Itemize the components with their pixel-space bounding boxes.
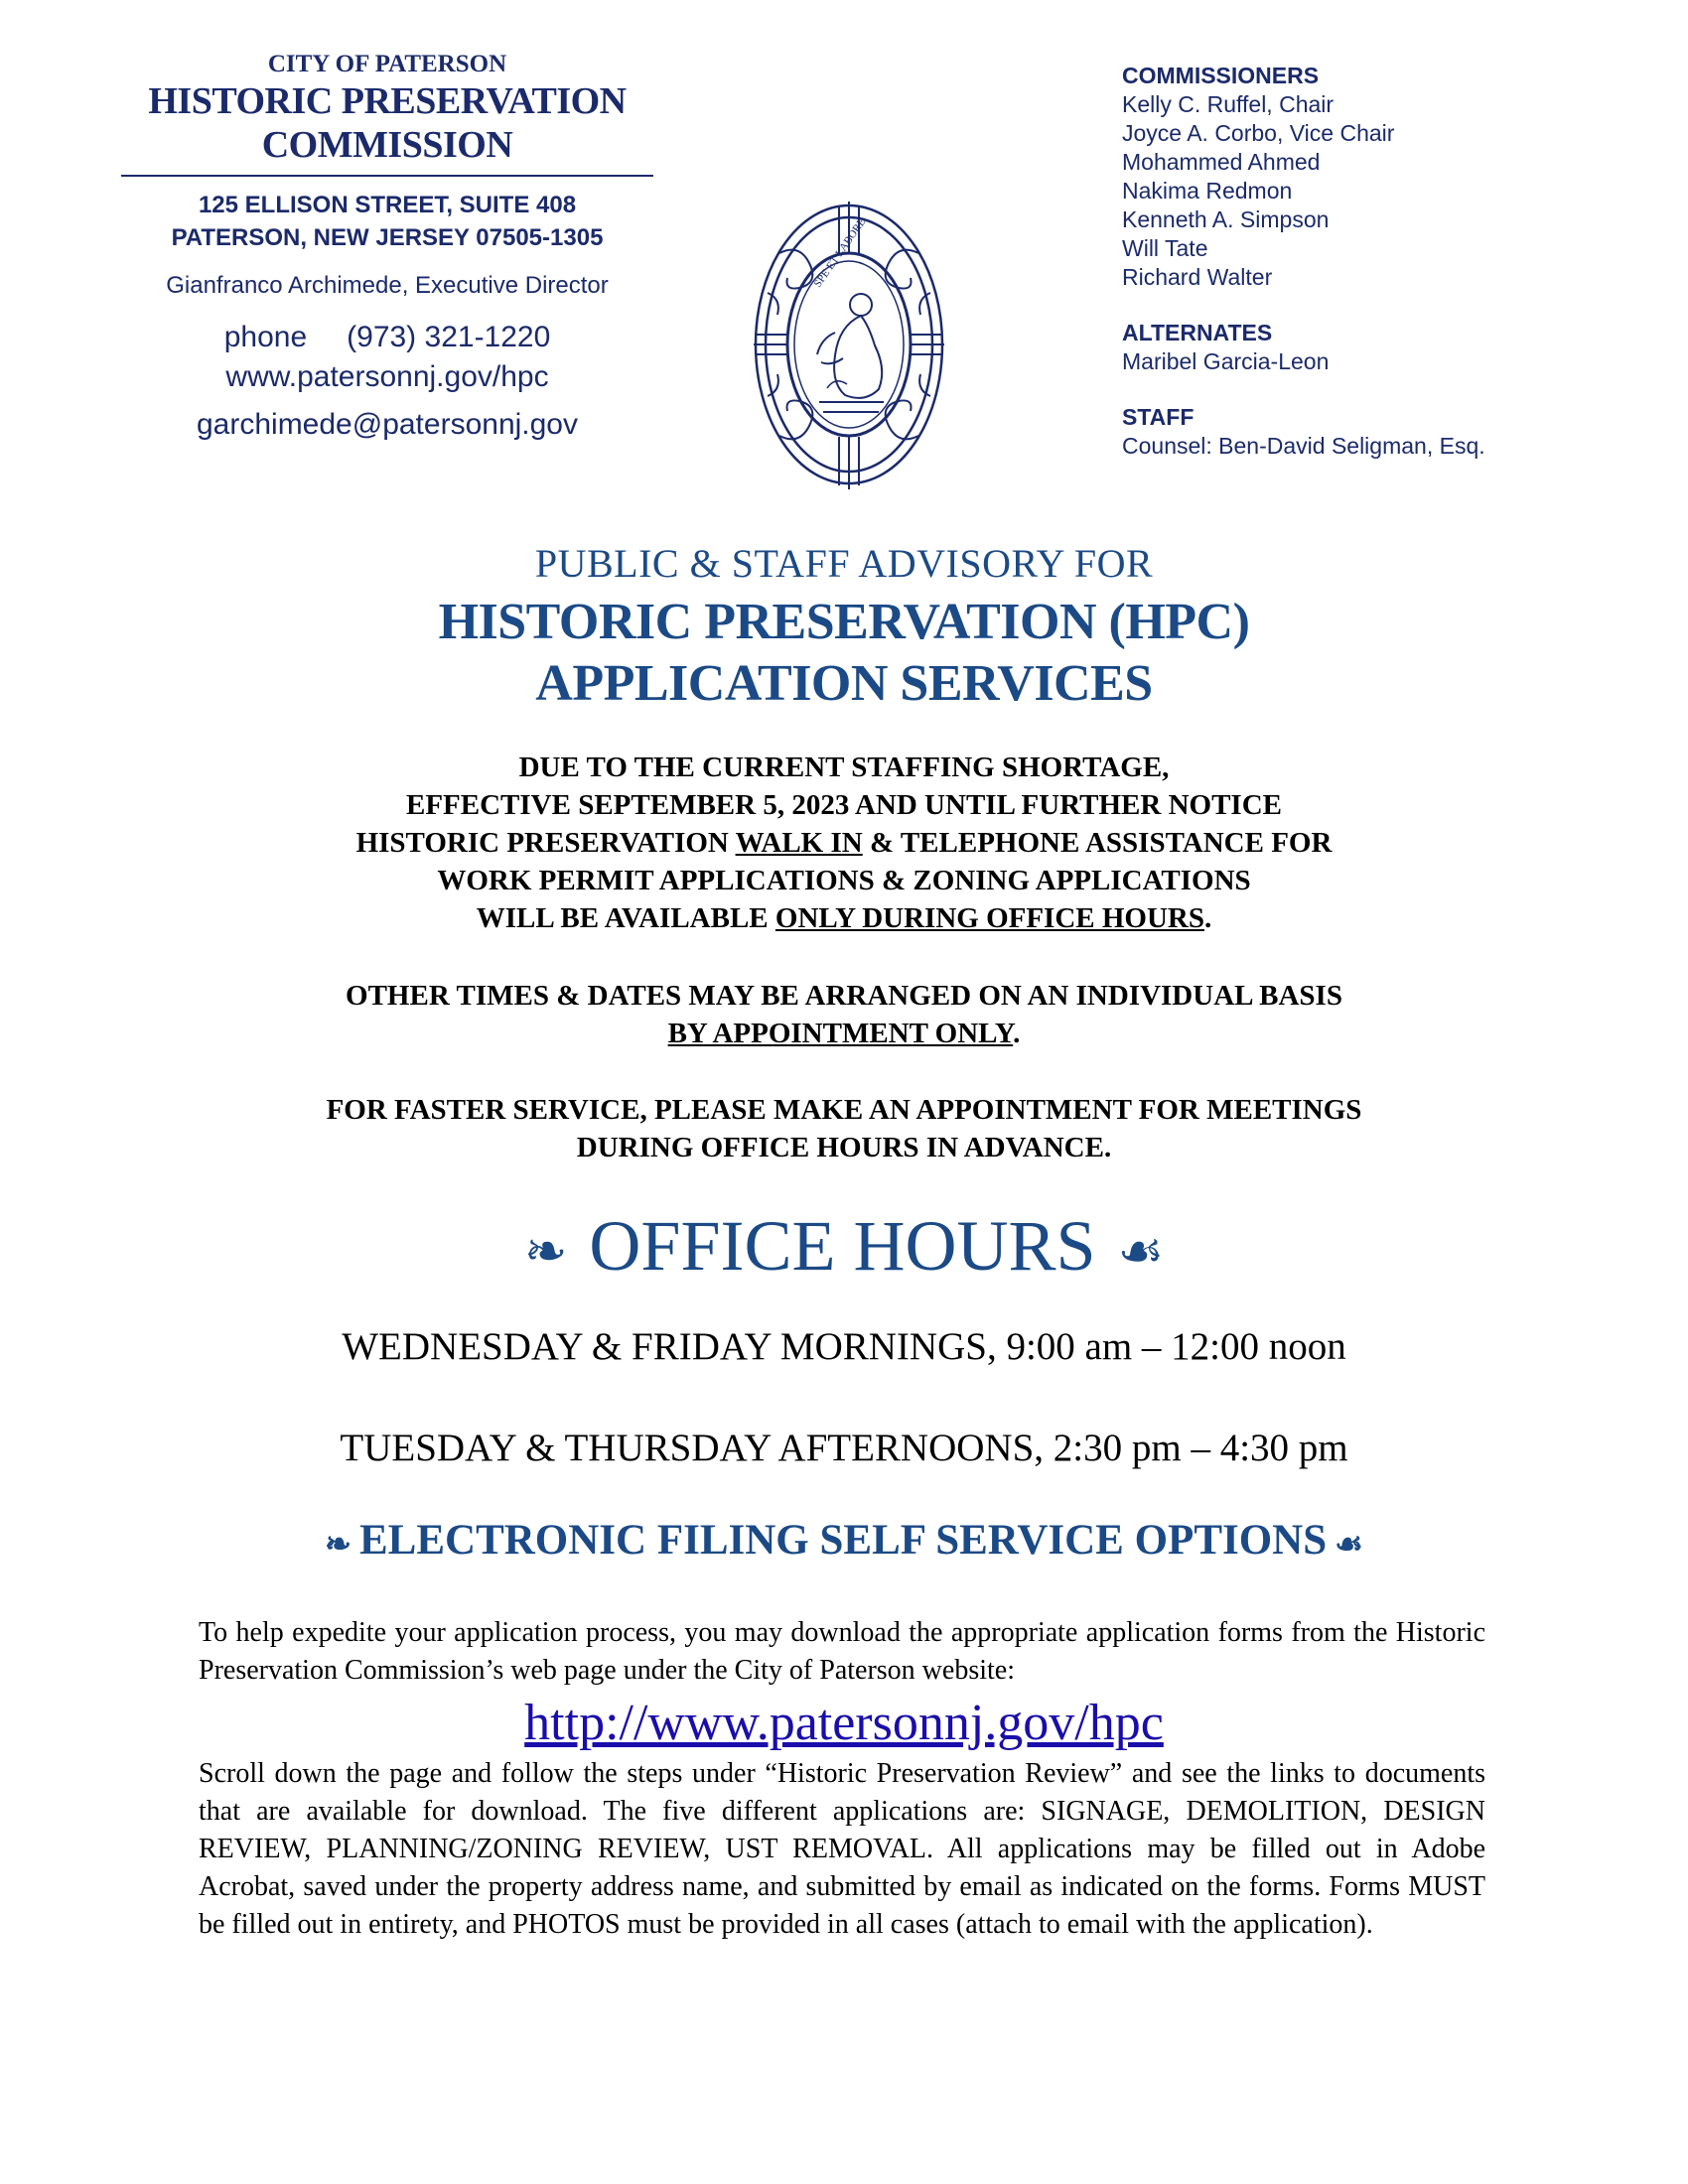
list-item: Joyce A. Corbo, Vice Chair [1122,120,1395,146]
hpc-link-anchor[interactable]: http://www.patersonnj.gov/hpc [524,1695,1164,1751]
notice-appointment [0,977,1688,1052]
city-name: CITY OF PATERSON [267,51,507,77]
title-line3: APPLICATION SERVICES [535,655,1153,712]
commissioners-heading: COMMISSIONERS [1122,63,1320,88]
staff-heading: STAFF [1122,404,1195,430]
hours-row-afternoon: TUESDAY & THURSDAY AFTERNOONS, 2:30 pm – 4:30 pm [340,1427,1348,1469]
notice-line: DUE TO THE CURRENT STAFFING SHORTAGE, [518,751,1170,783]
commission-name-line2: COMMISSION [261,124,513,166]
notice-line: DURING OFFICE HOURS IN ADVANCE. [576,1132,1112,1163]
list-item: Counsel: Ben-David Seligman, Esq. [1122,433,1485,459]
address-line1: 125 ELLISON STREET, SUITE 408 [198,192,577,218]
notice-line: WORK PERMIT APPLICATIONS & ZONING APPLICATIONS [437,865,1251,896]
notice-staffing [0,749,1688,937]
phone-row [119,318,655,357]
hours-row-morning: WEDNESDAY & FRIDAY MORNINGS, 9:00 am – 12:00 noon [342,1325,1346,1368]
fleuron-left-icon: ❧ [523,1224,568,1282]
list-item: Maribel Garcia-Leon [1122,348,1330,374]
seal-motto: SPE ET LABORE [811,215,869,290]
header-rule [121,175,653,177]
phone-number: (973) 321-1220 [347,321,551,353]
efiling-heading: ❧ ELECTRONIC FILING SELF SERVICE OPTIONS ☙ [325,1517,1363,1564]
list-item: Mohammed Ahmed [1122,149,1321,175]
notice-line: EFFECTIVE SEPTEMBER 5, 2023 AND UNTIL FURTHER NOTICE [405,789,1282,821]
list-item: Richard Walter [1122,264,1273,290]
efiling-intro: To help expedite your application process, you may download the appropriate application forms from the Historic Preservation Commission’s web page under the City of Paterson website: [199,1617,1485,1686]
phone-label: phone [223,321,308,353]
office-hours-heading: ❧ OFFICE HOURS ☙ [523,1206,1165,1286]
letterhead-right [1122,62,1638,461]
website[interactable]: www.patersonnj.gov/hpc [225,360,549,393]
fleuron-right-icon: ☙ [1335,1526,1363,1563]
list-item: Kenneth A. Simpson [1122,206,1330,232]
city-seal-icon [750,194,948,496]
address-line2: PATERSON, NEW JERSEY 07505-1305 [171,224,604,251]
notice-line: OTHER TIMES & DATES MAY BE ARRANGED ON AN INDIVIDUAL BASIS [346,980,1342,1012]
fleuron-left-icon: ❧ [325,1526,352,1563]
notice-faster-service [0,1091,1688,1166]
letterhead-left [119,50,655,445]
advisory-title [0,536,1688,715]
commission-name-line1: HISTORIC PRESERVATION [148,80,627,122]
title-line2: HISTORIC PRESERVATION (HPC) [438,594,1250,650]
hpc-link[interactable] [0,1694,1688,1753]
commissioners-list [1122,90,1638,292]
notice-line: BY APPOINTMENT ONLY. [667,1018,1021,1049]
executive-director: Gianfranco Archimede, Executive Director [166,272,609,299]
alternates-heading: ALTERNATES [1122,320,1273,345]
efiling-details: Scroll down the page and follow the steps under “Historic Preservation Review” and see the links to documents that are available for download. The five different applications are: SIGNAGE, DEMOLITION, DESIGN REVIEW, PLANNING/ZONING REVIEW, UST REMOVAL. All applications may be filled out in Adobe Acrobat, saved under the property address name, and submitted by email as indicated on the forms. Forms MUST be filled out in entirety, and PHOTOS must be provided in all cases (attach to email with the application). [199,1758,1485,1940]
fleuron-right-icon: ☙ [1117,1224,1165,1282]
list-item: Nakima Redmon [1122,178,1293,204]
notice-line: FOR FASTER SERVICE, PLEASE MAKE AN APPOINTMENT FOR MEETINGS [326,1094,1362,1126]
list-item: Will Tate [1122,235,1208,261]
list-item: Kelly C. Ruffel, Chair [1122,91,1335,117]
notice-line: HISTORIC PRESERVATION WALK IN & TELEPHONE ASSISTANCE FOR [355,827,1333,859]
title-line1: PUBLIC & STAFF ADVISORY FOR [534,541,1154,586]
email[interactable]: garchimede@patersonnj.gov [196,408,578,441]
notice-line: WILL BE AVAILABLE ONLY DURING OFFICE HOURS. [476,902,1212,934]
